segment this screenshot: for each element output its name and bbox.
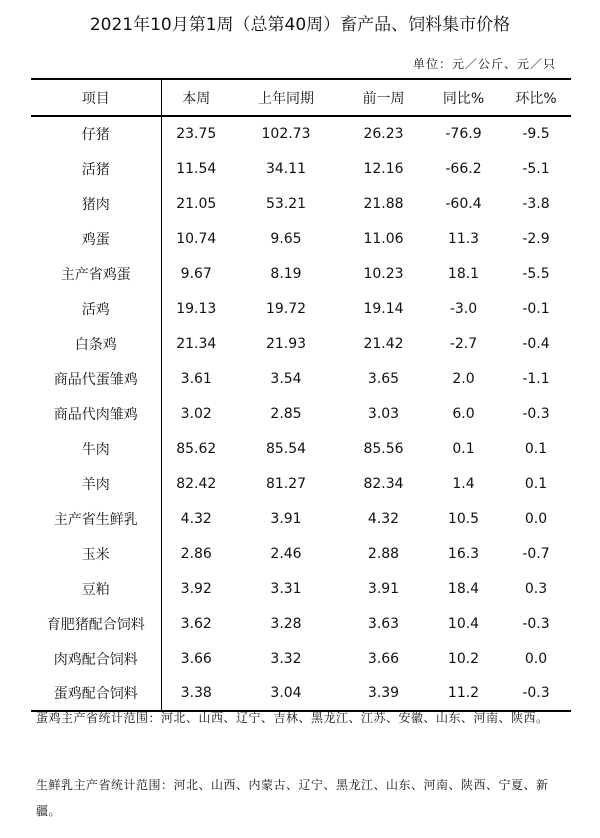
row-value-cell: 21.34 [176, 335, 217, 352]
table-row [31, 431, 571, 466]
row-value-cell: 8.19 [270, 265, 302, 282]
row-value-cell: 3.91 [270, 510, 302, 527]
unit-label: 单位：元／公斤、元／只 [412, 57, 556, 71]
column-header: 同比% [426, 79, 501, 116]
row-value-cell: 0.1 [452, 440, 475, 457]
row-value-cell: 12.16 [363, 160, 404, 177]
row-value-cell: 21.42 [363, 335, 404, 352]
row-item-name: 豆粕 [31, 571, 161, 606]
column-header: 前一周 [341, 79, 426, 116]
row-item-name: 羊肉 [31, 466, 161, 501]
row-value-cell: 19.13 [176, 300, 217, 317]
row-item-name: 牛肉 [31, 431, 161, 466]
row-value-cell: 3.54 [270, 370, 302, 387]
row-value-cell: 9.65 [270, 230, 302, 247]
page-title: 2021年10月第1周（总第40周）畜产品、饲料集市价格 [89, 15, 511, 35]
row-value-cell: 3.28 [270, 615, 302, 632]
table-row [31, 221, 571, 256]
row-value-cell: -0.7 [522, 545, 550, 562]
row-value-cell: 0.0 [524, 510, 548, 527]
note-milk-provinces: 生鲜乳主产省统计范围：河北、山西、内蒙古、辽宁、黑龙江、山东、河南、陕西、宁夏、新疆。 [36, 778, 549, 818]
row-item-name: 猪肉 [31, 186, 161, 221]
row-value-cell: 3.92 [180, 580, 212, 597]
row-value-cell: 10.74 [176, 230, 217, 247]
row-value-cell: -2.7 [449, 335, 478, 352]
row-value-cell: 3.65 [367, 370, 400, 387]
row-value-cell: 3.38 [161, 676, 231, 711]
row-item-name: 玉米 [31, 536, 161, 571]
row-value-cell: 11.06 [363, 230, 404, 247]
row-item-name: 白条鸡 [31, 326, 161, 361]
row-value-cell: 18.4 [447, 580, 480, 597]
table-row [31, 536, 571, 571]
column-header: 上年同期 [231, 79, 341, 116]
row-value-cell: 6.0 [452, 405, 475, 422]
row-item-name: 仔猪 [31, 116, 161, 151]
row-value-cell: 4.32 [367, 510, 400, 527]
row-value-cell: 11.2 [426, 676, 501, 711]
row-item-name: 主产省鸡蛋 [31, 256, 161, 291]
row-value-cell: 34.11 [265, 160, 307, 177]
column-header: 环比% [501, 79, 571, 116]
row-value-cell: -0.3 [522, 615, 550, 632]
row-item-name: 主产省生鲜乳 [31, 501, 161, 536]
row-value-cell: -9.5 [522, 126, 550, 142]
row-value-cell: 53.21 [265, 195, 307, 212]
row-value-cell: 102.73 [261, 126, 311, 142]
row-value-cell: -2.9 [522, 230, 550, 247]
row-value-cell: 3.04 [231, 676, 341, 711]
row-value-cell: 85.54 [265, 440, 307, 457]
table-row [31, 116, 571, 151]
row-value-cell: 2.0 [452, 370, 475, 387]
row-value-cell: -1.1 [522, 370, 550, 387]
row-value-cell: 3.61 [180, 370, 212, 387]
table-header-row [31, 79, 571, 116]
row-value-cell: 85.62 [176, 440, 217, 457]
row-value-cell: 3.32 [270, 650, 302, 667]
row-value-cell: 19.14 [363, 300, 404, 317]
row-value-cell: 3.91 [367, 580, 400, 597]
row-value-cell: 3.66 [367, 650, 400, 667]
row-value-cell: 81.27 [265, 475, 307, 492]
row-value-cell: 3.66 [180, 650, 212, 667]
row-value-cell: 3.62 [180, 615, 212, 632]
row-value-cell: 21.05 [176, 195, 217, 212]
row-value-cell: 82.42 [176, 475, 217, 492]
row-value-cell: 18.1 [447, 265, 480, 282]
row-value-cell: 2.86 [180, 545, 212, 562]
row-value-cell: 10.23 [363, 265, 404, 282]
row-value-cell: 11.3 [447, 230, 480, 247]
row-value-cell: 4.32 [180, 510, 212, 527]
table-row [31, 396, 571, 431]
column-header: 项目 [31, 79, 161, 116]
table-row [31, 186, 571, 221]
table-row [31, 641, 571, 676]
row-item-name: 商品代蛋雏鸡 [31, 361, 161, 396]
row-value-cell: 0.0 [524, 650, 548, 667]
row-value-cell: 10.2 [447, 650, 480, 667]
table-row [31, 291, 571, 326]
row-value-cell: -0.4 [522, 335, 550, 352]
table-row [31, 501, 571, 536]
row-value-cell: 2.85 [270, 405, 302, 422]
table-row [31, 256, 571, 291]
row-item-name: 蛋鸡配合饲料 [31, 676, 161, 711]
row-value-cell: 21.88 [363, 195, 404, 212]
row-value-cell: 0.1 [524, 475, 548, 492]
price-table [31, 78, 571, 712]
row-value-cell: 10.5 [447, 510, 480, 527]
row-value-cell: 23.75 [176, 126, 217, 142]
row-value-cell: 85.56 [363, 440, 404, 457]
row-item-name: 商品代肉雏鸡 [31, 396, 161, 431]
row-value-cell: -76.9 [445, 126, 482, 142]
row-value-cell: 82.34 [363, 475, 404, 492]
row-value-cell: 3.03 [367, 405, 400, 422]
row-value-cell: -5.5 [522, 265, 550, 282]
row-value-cell: 2.46 [270, 545, 302, 562]
row-value-cell: 16.3 [447, 545, 480, 562]
row-value-cell: -0.3 [522, 405, 550, 422]
column-header: 本周 [161, 79, 231, 116]
row-item-name: 活鸡 [31, 291, 161, 326]
row-value-cell: 10.4 [447, 615, 480, 632]
table-row [31, 326, 571, 361]
row-item-name: 鸡蛋 [31, 221, 161, 256]
table-row [31, 151, 571, 186]
row-value-cell: 3.39 [341, 676, 426, 711]
table-row [31, 571, 571, 606]
table-row [31, 466, 571, 501]
row-value-cell: -0.1 [522, 300, 550, 317]
row-value-cell: 0.3 [524, 580, 548, 597]
row-value-cell: 9.67 [180, 265, 212, 282]
row-value-cell: -5.1 [522, 160, 550, 177]
row-value-cell: 3.63 [367, 615, 400, 632]
row-value-cell: 21.93 [265, 335, 307, 352]
row-value-cell: 1.4 [452, 475, 475, 492]
row-item-name: 育肥猪配合饲料 [31, 606, 161, 641]
row-item-name: 活猪 [31, 151, 161, 186]
row-value-cell: 26.23 [363, 126, 404, 142]
row-value-cell: 3.02 [180, 405, 212, 422]
note-egg-provinces: 蛋鸡主产省统计范围：河北、山西、辽宁、吉林、黑龙江、江苏、安徽、山东、河南、陕西。 [36, 711, 549, 725]
row-value-cell: 0.1 [524, 440, 548, 457]
table-row [31, 606, 571, 641]
row-value-cell: -66.2 [445, 160, 482, 177]
row-value-cell: -3.8 [522, 195, 550, 212]
row-value-cell: 11.54 [176, 160, 217, 177]
row-value-cell: 19.72 [265, 300, 307, 317]
row-value-cell: -3.0 [449, 300, 478, 317]
row-value-cell: -60.4 [445, 195, 482, 212]
table-row [31, 361, 571, 396]
row-item-name: 肉鸡配合饲料 [31, 641, 161, 676]
row-value-cell: 3.31 [270, 580, 302, 597]
row-value-cell: 2.88 [367, 545, 400, 562]
row-value-cell: -0.3 [501, 676, 571, 711]
